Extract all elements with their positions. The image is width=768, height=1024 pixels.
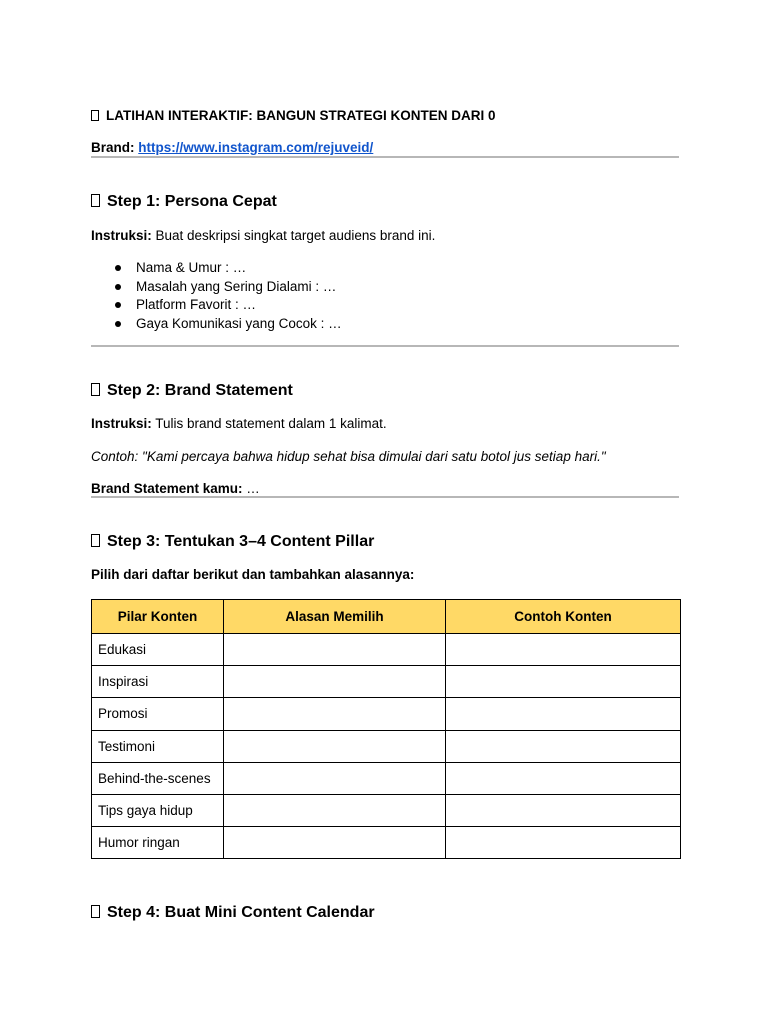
list-item: Gaya Komunikasi yang Cocok : …	[91, 315, 342, 334]
table-row	[92, 698, 681, 730]
table-row	[92, 762, 681, 794]
document-title: LATIHAN INTERAKTIF: BANGUN STRATEGI KONTEN DARI 0	[91, 108, 495, 123]
table-cell[interactable]	[446, 634, 681, 666]
table-cell[interactable]	[224, 666, 446, 698]
missing-glyph-icon	[91, 194, 100, 207]
divider	[91, 496, 679, 498]
column-header: Alasan Memilih	[224, 600, 446, 634]
brand-link[interactable]: https://www.instagram.com/rejuveid/	[138, 140, 374, 155]
step-2-example: Contoh: "Kami percaya bahwa hidup sehat bisa dimulai dari satu botol jus setiap hari."	[91, 449, 606, 464]
table-cell[interactable]	[224, 730, 446, 762]
column-header: Pilar Konten	[92, 600, 224, 634]
divider	[91, 345, 679, 347]
step-3-heading: Step 3: Tentukan 3–4 Content Pillar	[91, 533, 374, 551]
table-row	[92, 634, 681, 666]
table-cell: Humor ringan	[92, 827, 224, 859]
table-cell[interactable]	[446, 794, 681, 826]
list-item: Platform Favorit : …	[91, 296, 342, 315]
step-3-subtitle: Pilih dari daftar berikut dan tambahkan alasannya:	[91, 567, 415, 582]
table-cell[interactable]	[446, 827, 681, 859]
table-cell[interactable]	[446, 698, 681, 730]
step-1-instruction: Instruksi: Buat deskripsi singkat target audiens brand ini.	[91, 228, 436, 243]
missing-glyph-icon	[91, 905, 100, 918]
table-cell: Promosi	[92, 698, 224, 730]
table-cell: Behind-the-scenes	[92, 762, 224, 794]
table-cell: Inspirasi	[92, 666, 224, 698]
table-cell[interactable]	[446, 666, 681, 698]
table-row	[92, 794, 681, 826]
table-row	[92, 666, 681, 698]
missing-glyph-icon	[91, 110, 99, 121]
table-row	[92, 730, 681, 762]
list-item: Nama & Umur : …	[91, 259, 342, 278]
missing-glyph-icon	[91, 383, 100, 396]
brand-line	[91, 140, 373, 155]
divider	[91, 156, 679, 158]
table-cell[interactable]	[446, 730, 681, 762]
bullet-icon	[115, 321, 121, 327]
step-4-heading: Step 4: Buat Mini Content Calendar	[91, 904, 375, 922]
table-cell[interactable]	[224, 698, 446, 730]
bullet-icon	[115, 302, 121, 308]
table-cell: Tips gaya hidup	[92, 794, 224, 826]
table-row	[92, 827, 681, 859]
step-2-heading: Step 2: Brand Statement	[91, 382, 293, 400]
table-cell: Testimoni	[92, 730, 224, 762]
table-cell[interactable]	[224, 762, 446, 794]
step-1-heading: Step 1: Persona Cepat	[91, 193, 277, 211]
content-pillar-table	[91, 599, 681, 859]
brand-statement-line: Brand Statement kamu: …	[91, 481, 260, 496]
table-cell[interactable]	[224, 634, 446, 666]
step-2-instruction: Instruksi: Tulis brand statement dalam 1 kalimat.	[91, 416, 387, 431]
table-cell[interactable]	[446, 762, 681, 794]
table-cell[interactable]	[224, 827, 446, 859]
missing-glyph-icon	[91, 534, 100, 547]
bullet-icon	[115, 284, 121, 290]
table-cell[interactable]	[224, 794, 446, 826]
table-header-row	[92, 600, 681, 634]
brand-label: Brand:	[91, 140, 135, 155]
bullet-icon	[115, 265, 121, 271]
list-item: Masalah yang Sering Dialami : …	[91, 278, 342, 297]
persona-list	[91, 259, 342, 333]
table-cell: Edukasi	[92, 634, 224, 666]
column-header: Contoh Konten	[446, 600, 681, 634]
